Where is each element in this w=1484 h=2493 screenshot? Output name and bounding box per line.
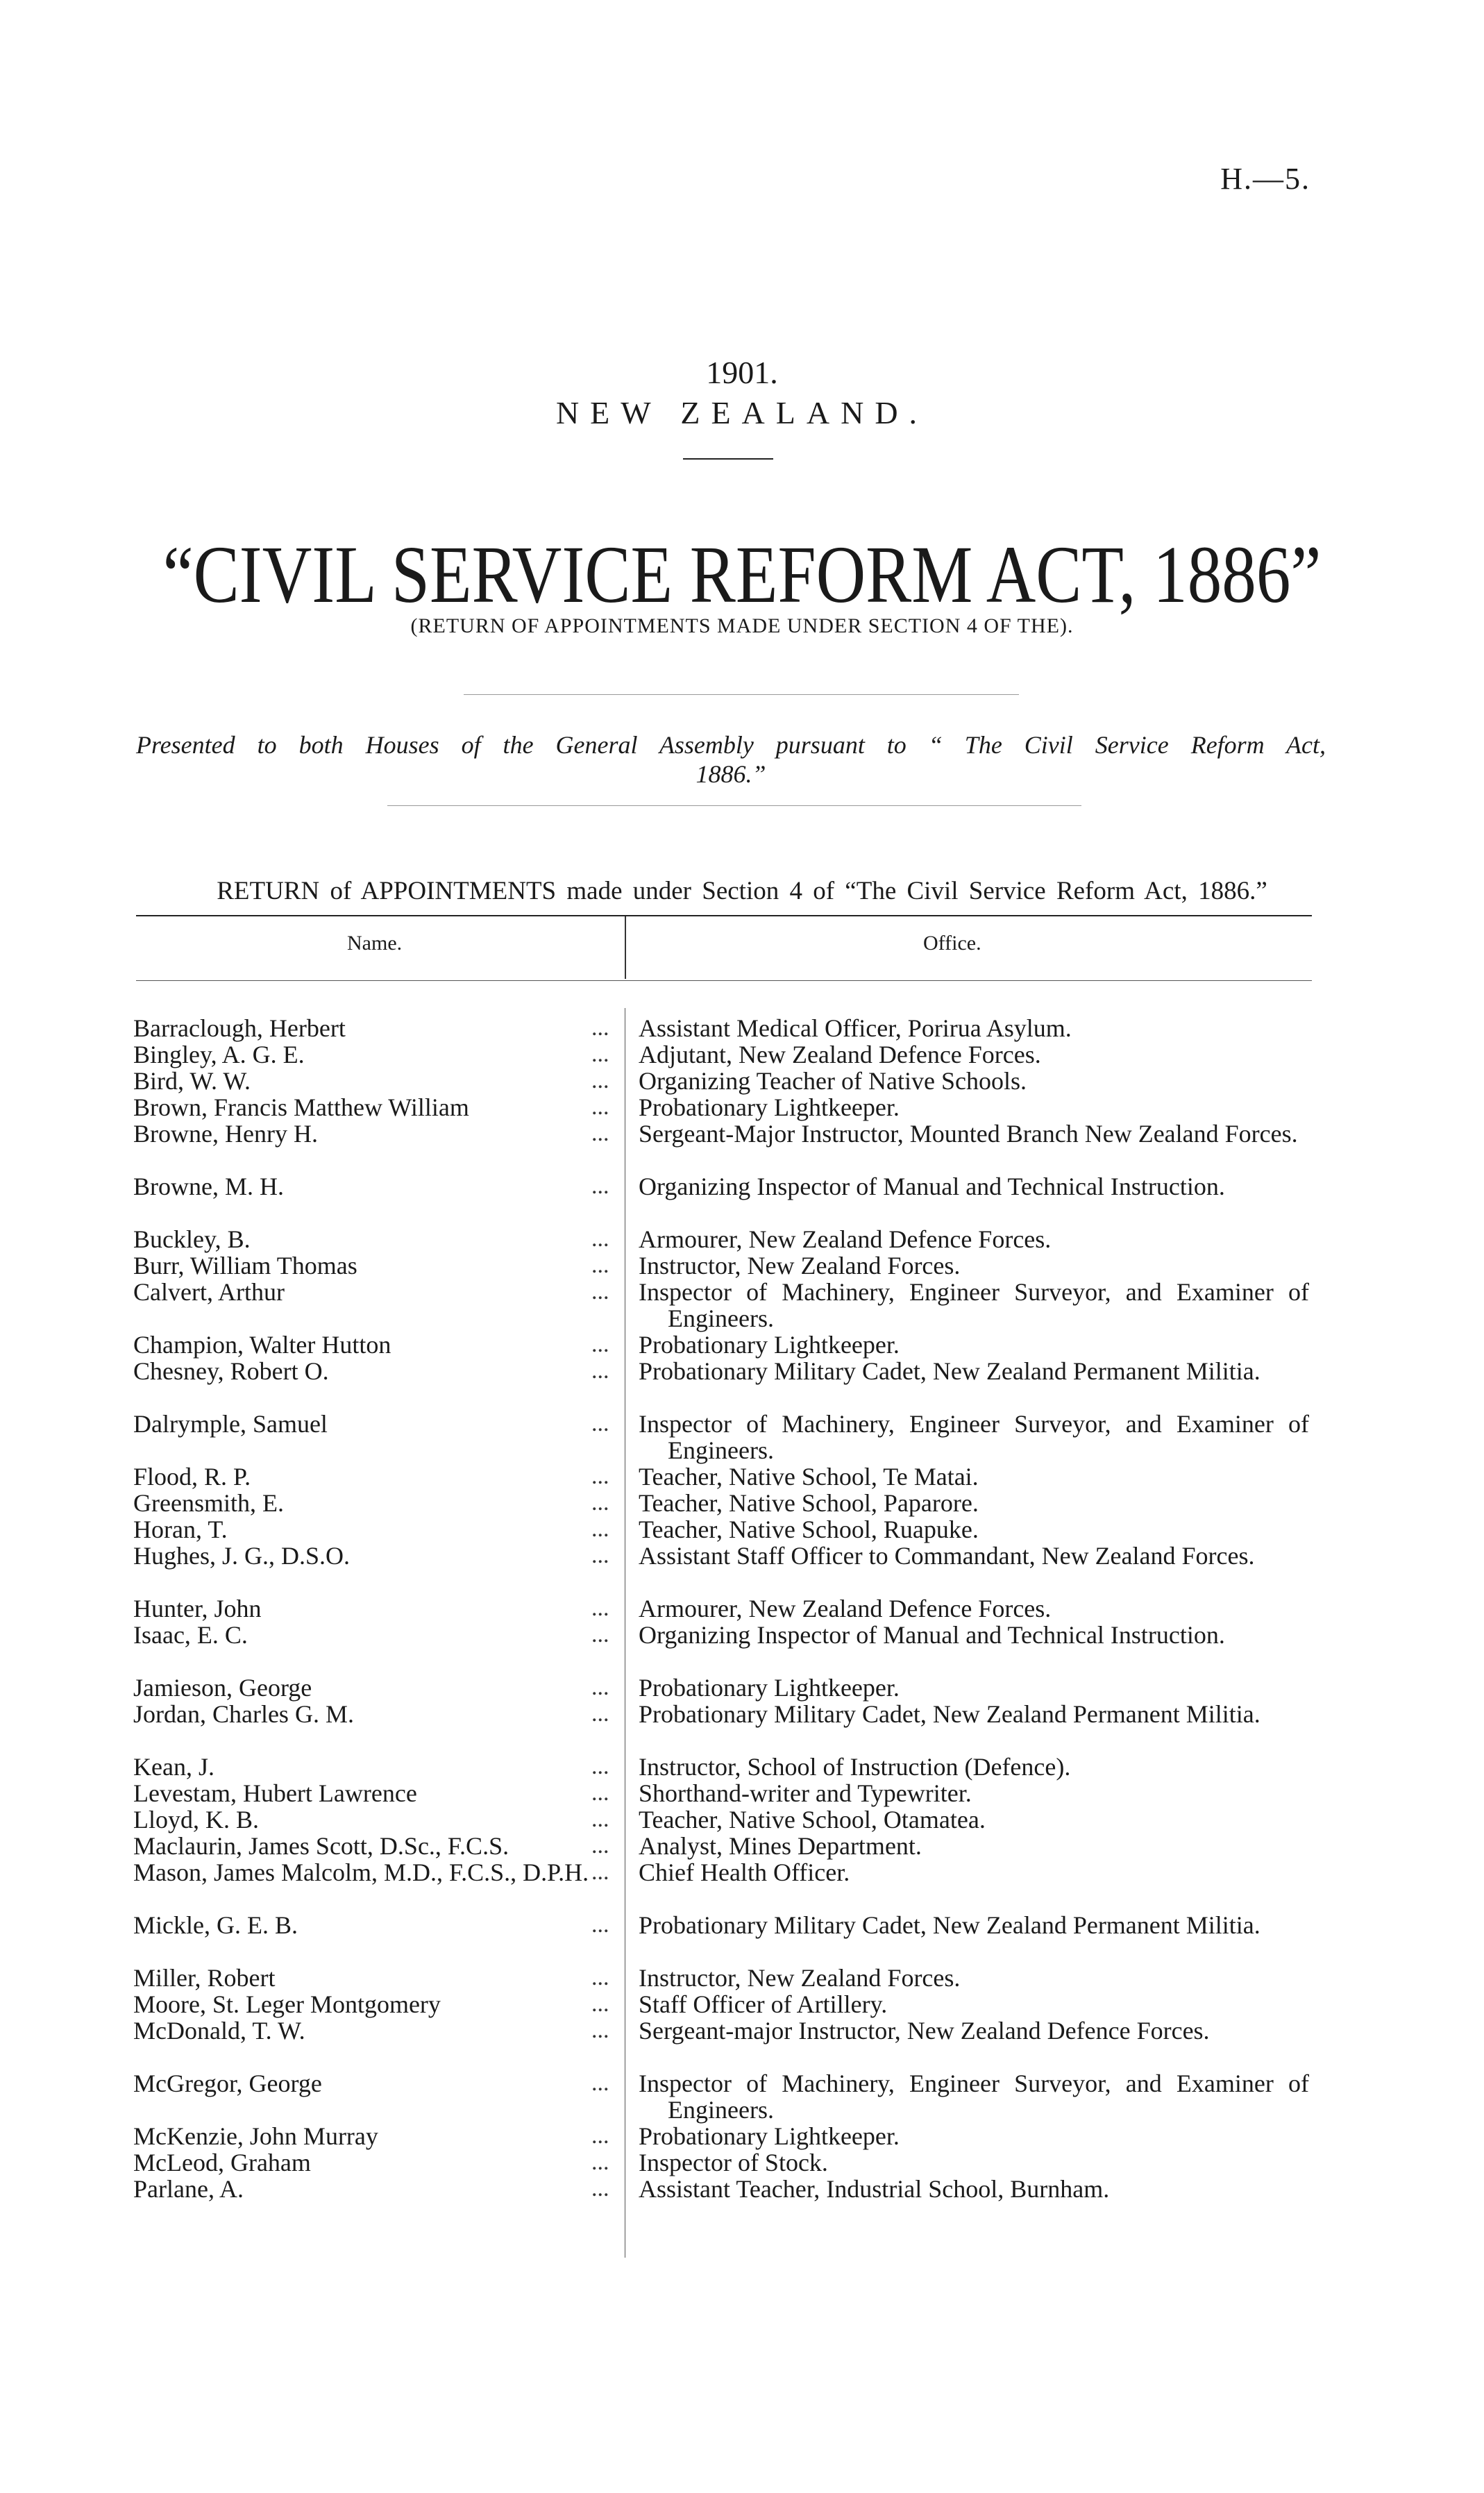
presented-note: Presented to both Houses of the General Assembly pursuant to “ The Civil Service Reform Act, 1886.” [136, 731, 1326, 788]
leader-dots: ... [591, 2017, 609, 2043]
appointee-name: Levestam, Hubert Lawrence [133, 1779, 417, 1807]
leader-dots: ... [591, 1041, 609, 1067]
table-row [0, 1991, 1484, 2017]
table-row [0, 1068, 1484, 1094]
table-row [0, 1332, 1484, 1358]
appointee-name: Hunter, John [133, 1595, 262, 1622]
appointee-name: Flood, R. P. [133, 1463, 251, 1491]
leader-dots: ... [591, 1965, 609, 1990]
table-row [0, 1780, 1484, 1806]
office-description: Probationary Lightkeeper. [639, 2122, 900, 2150]
leader-dots: ... [591, 2123, 609, 2149]
office-description: Teacher, Native School, Ruapuke. [639, 1516, 979, 1543]
office-description: Chief Health Officer. [639, 1858, 850, 1886]
leader-dots: ... [591, 1279, 609, 1304]
appointee-name: Mason, James Malcolm, M.D., F.C.S., D.P.H. [133, 1858, 589, 1886]
table-row [0, 1595, 1484, 1622]
office-description: Adjutant, New Zealand Defence Forces. [639, 1041, 1041, 1068]
leader-dots: ... [591, 1358, 609, 1384]
leader-dots: ... [591, 1674, 609, 1700]
table-row [0, 1358, 1484, 1411]
appointee-name: Buckley, B. [133, 1225, 251, 1253]
office-description: Armourer, New Zealand Defence Forces. [639, 1595, 1052, 1622]
appointee-name: McLeod, Graham [133, 2149, 311, 2176]
appointee-name: Jamieson, George [133, 1674, 312, 1702]
appointee-name: Browne, Henry H. [133, 1120, 318, 1148]
leader-dots: ... [591, 1516, 609, 1542]
table-row [0, 1859, 1484, 1912]
appointee-name: Hughes, J. G., D.S.O. [133, 1542, 351, 1570]
column-header-name: Name. [347, 932, 403, 955]
table-row [0, 1094, 1484, 1120]
office-description: Inspector of Machinery, Engineer Surveyor, and Examiner of Engineers. [639, 1278, 1309, 1332]
table-heading: RETURN of APPOINTMENTS made under Section 4 of “The Civil Service Reform Act, 1886.” [217, 877, 1267, 905]
column-divider [625, 916, 626, 979]
table-row [0, 1965, 1484, 1991]
leader-dots: ... [591, 1859, 609, 1885]
leader-dots: ... [591, 1252, 609, 1278]
office-description: Assistant Medical Officer, Porirua Asylum. [639, 1014, 1072, 1042]
leader-dots: ... [591, 1094, 609, 1120]
table-top-rule [136, 915, 1312, 916]
leader-dots: ... [591, 2176, 609, 2201]
appointee-name: Maclaurin, James Scott, D.Sc., F.C.S. [133, 1832, 509, 1860]
table-row [0, 2070, 1484, 2123]
office-description: Organizing Teacher of Native Schools. [639, 1067, 1027, 1095]
office-description: Assistant Teacher, Industrial School, Burnham. [639, 2175, 1110, 2203]
office-description: Teacher, Native School, Otamatea. [639, 1806, 986, 1833]
document-subtitle: (RETURN OF APPOINTMENTS MADE UNDER SECTION 4 OF THE). [410, 614, 1074, 637]
appointee-name: McGregor, George [133, 2070, 322, 2097]
table-row [0, 1120, 1484, 1173]
table-row [0, 1411, 1484, 1463]
office-description: Armourer, New Zealand Defence Forces. [639, 1225, 1052, 1253]
office-description: Instructor, School of Instruction (Defence). [639, 1753, 1071, 1781]
leader-dots: ... [591, 2149, 609, 2175]
office-description: Probationary Lightkeeper. [639, 1674, 900, 1702]
table-row [0, 1912, 1484, 1965]
table-row [0, 1516, 1484, 1543]
divider [464, 694, 1019, 695]
table-row [0, 1490, 1484, 1516]
leader-dots: ... [591, 1543, 609, 1568]
leader-dots: ... [591, 1912, 609, 1938]
appointee-name: Mickle, G. E. B. [133, 1911, 298, 1939]
office-description: Sergeant-Major Instructor, Mounted Branch New Zealand Forces. [639, 1120, 1298, 1148]
table-row [0, 1463, 1484, 1490]
leader-dots: ... [591, 1806, 609, 1832]
appointee-name: Bingley, A. G. E. [133, 1041, 305, 1068]
office-description: Inspector of Machinery, Engineer Surveyor, and Examiner of Engineers. [639, 2070, 1309, 2124]
office-description: Organizing Inspector of Manual and Technical Instruction. [639, 1621, 1225, 1649]
appointee-name: McKenzie, John Murray [133, 2122, 378, 2150]
office-description: Inspector of Stock. [639, 2149, 828, 2176]
leader-dots: ... [591, 1015, 609, 1041]
divider [387, 805, 1081, 806]
table-row [0, 2176, 1484, 2202]
page-number: H.—5. [1220, 162, 1310, 196]
table-row [0, 1806, 1484, 1833]
leader-dots: ... [591, 1701, 609, 1727]
table-row [0, 1543, 1484, 1595]
table-row [0, 1226, 1484, 1252]
appointee-name: Lloyd, K. B. [133, 1806, 260, 1833]
appointee-name: Jordan, Charles G. M. [133, 1700, 354, 1728]
office-description: Instructor, New Zealand Forces. [639, 1252, 961, 1279]
office-description: Probationary Military Cadet, New Zealand Permanent Militia. [639, 1911, 1260, 1939]
office-description: Probationary Lightkeeper. [639, 1093, 900, 1121]
office-description: Staff Officer of Artillery. [639, 1990, 888, 2018]
leader-dots: ... [591, 1120, 609, 1146]
office-description: Teacher, Native School, Te Matai. [639, 1463, 979, 1491]
appointee-name: Isaac, E. C. [133, 1621, 248, 1649]
appointee-name: Browne, M. H. [133, 1173, 284, 1200]
appointee-name: Brown, Francis Matthew William [133, 1093, 469, 1121]
leader-dots: ... [591, 1173, 609, 1199]
appointee-name: Moore, St. Leger Montgomery [133, 1990, 441, 2018]
leader-dots: ... [591, 1490, 609, 1516]
divider [683, 458, 773, 460]
leader-dots: ... [591, 1991, 609, 2017]
appointee-name: Calvert, Arthur [133, 1278, 285, 1306]
appointee-name: Greensmith, E. [133, 1489, 284, 1517]
leader-dots: ... [591, 1595, 609, 1621]
office-description: Probationary Military Cadet, New Zealand Permanent Militia. [639, 1357, 1260, 1385]
appointee-name: Burr, William Thomas [133, 1252, 357, 1279]
table-row [0, 1622, 1484, 1674]
leader-dots: ... [591, 1754, 609, 1779]
table-row [0, 1173, 1484, 1226]
leader-dots: ... [591, 1226, 609, 1252]
table-row [0, 1833, 1484, 1859]
office-description: Sergeant-major Instructor, New Zealand Defence Forces. [639, 2017, 1210, 2045]
appointee-name: Kean, J. [133, 1753, 214, 1781]
table-row [0, 2017, 1484, 2070]
table-row [0, 1701, 1484, 1754]
table-row [0, 1015, 1484, 1041]
leader-dots: ... [591, 1411, 609, 1436]
office-description: Analyst, Mines Department. [639, 1832, 922, 1860]
appointee-name: Dalrymple, Samuel [133, 1410, 328, 1438]
table-row [0, 1674, 1484, 1701]
table-row [0, 2123, 1484, 2149]
header-bottom-rule [136, 980, 1312, 981]
appointee-name: Champion, Walter Hutton [133, 1331, 391, 1359]
office-description: Probationary Lightkeeper. [639, 1331, 900, 1359]
appointee-name: Barraclough, Herbert [133, 1014, 346, 1042]
table-row [0, 2149, 1484, 2176]
office-description: Probationary Military Cadet, New Zealand Permanent Militia. [639, 1700, 1260, 1728]
leader-dots: ... [591, 1463, 609, 1489]
office-description: Organizing Inspector of Manual and Technical Instruction. [639, 1173, 1225, 1200]
office-description: Instructor, New Zealand Forces. [639, 1964, 961, 1992]
leader-dots: ... [591, 1780, 609, 1806]
appointee-name: Chesney, Robert O. [133, 1357, 329, 1385]
leader-dots: ... [591, 1332, 609, 1357]
column-header-office: Office. [923, 932, 981, 955]
leader-dots: ... [591, 1068, 609, 1093]
table-row [0, 1279, 1484, 1332]
leader-dots: ... [591, 2070, 609, 2096]
appointee-name: Horan, T. [133, 1516, 228, 1543]
office-description: Inspector of Machinery, Engineer Surveyor, and Examiner of Engineers. [639, 1410, 1309, 1464]
appointee-name: McDonald, T. W. [133, 2017, 305, 2045]
appointee-name: Parlane, A. [133, 2175, 244, 2203]
table-row [0, 1252, 1484, 1279]
appointee-name: Miller, Robert [133, 1964, 276, 1992]
document-year: 1901. [706, 355, 778, 390]
country-heading: NEW ZEALAND. [555, 395, 929, 430]
office-description: Teacher, Native School, Paparore. [639, 1489, 979, 1517]
document-title: “CIVIL SERVICE REFORM ACT, 1886” [162, 529, 1322, 620]
table-row [0, 1041, 1484, 1068]
appointee-name: Bird, W. W. [133, 1067, 251, 1095]
leader-dots: ... [591, 1833, 609, 1858]
office-description: Shorthand-writer and Typewriter. [639, 1779, 972, 1807]
office-description: Assistant Staff Officer to Commandant, New Zealand Forces. [639, 1542, 1255, 1570]
table-row [0, 1754, 1484, 1780]
leader-dots: ... [591, 1622, 609, 1647]
